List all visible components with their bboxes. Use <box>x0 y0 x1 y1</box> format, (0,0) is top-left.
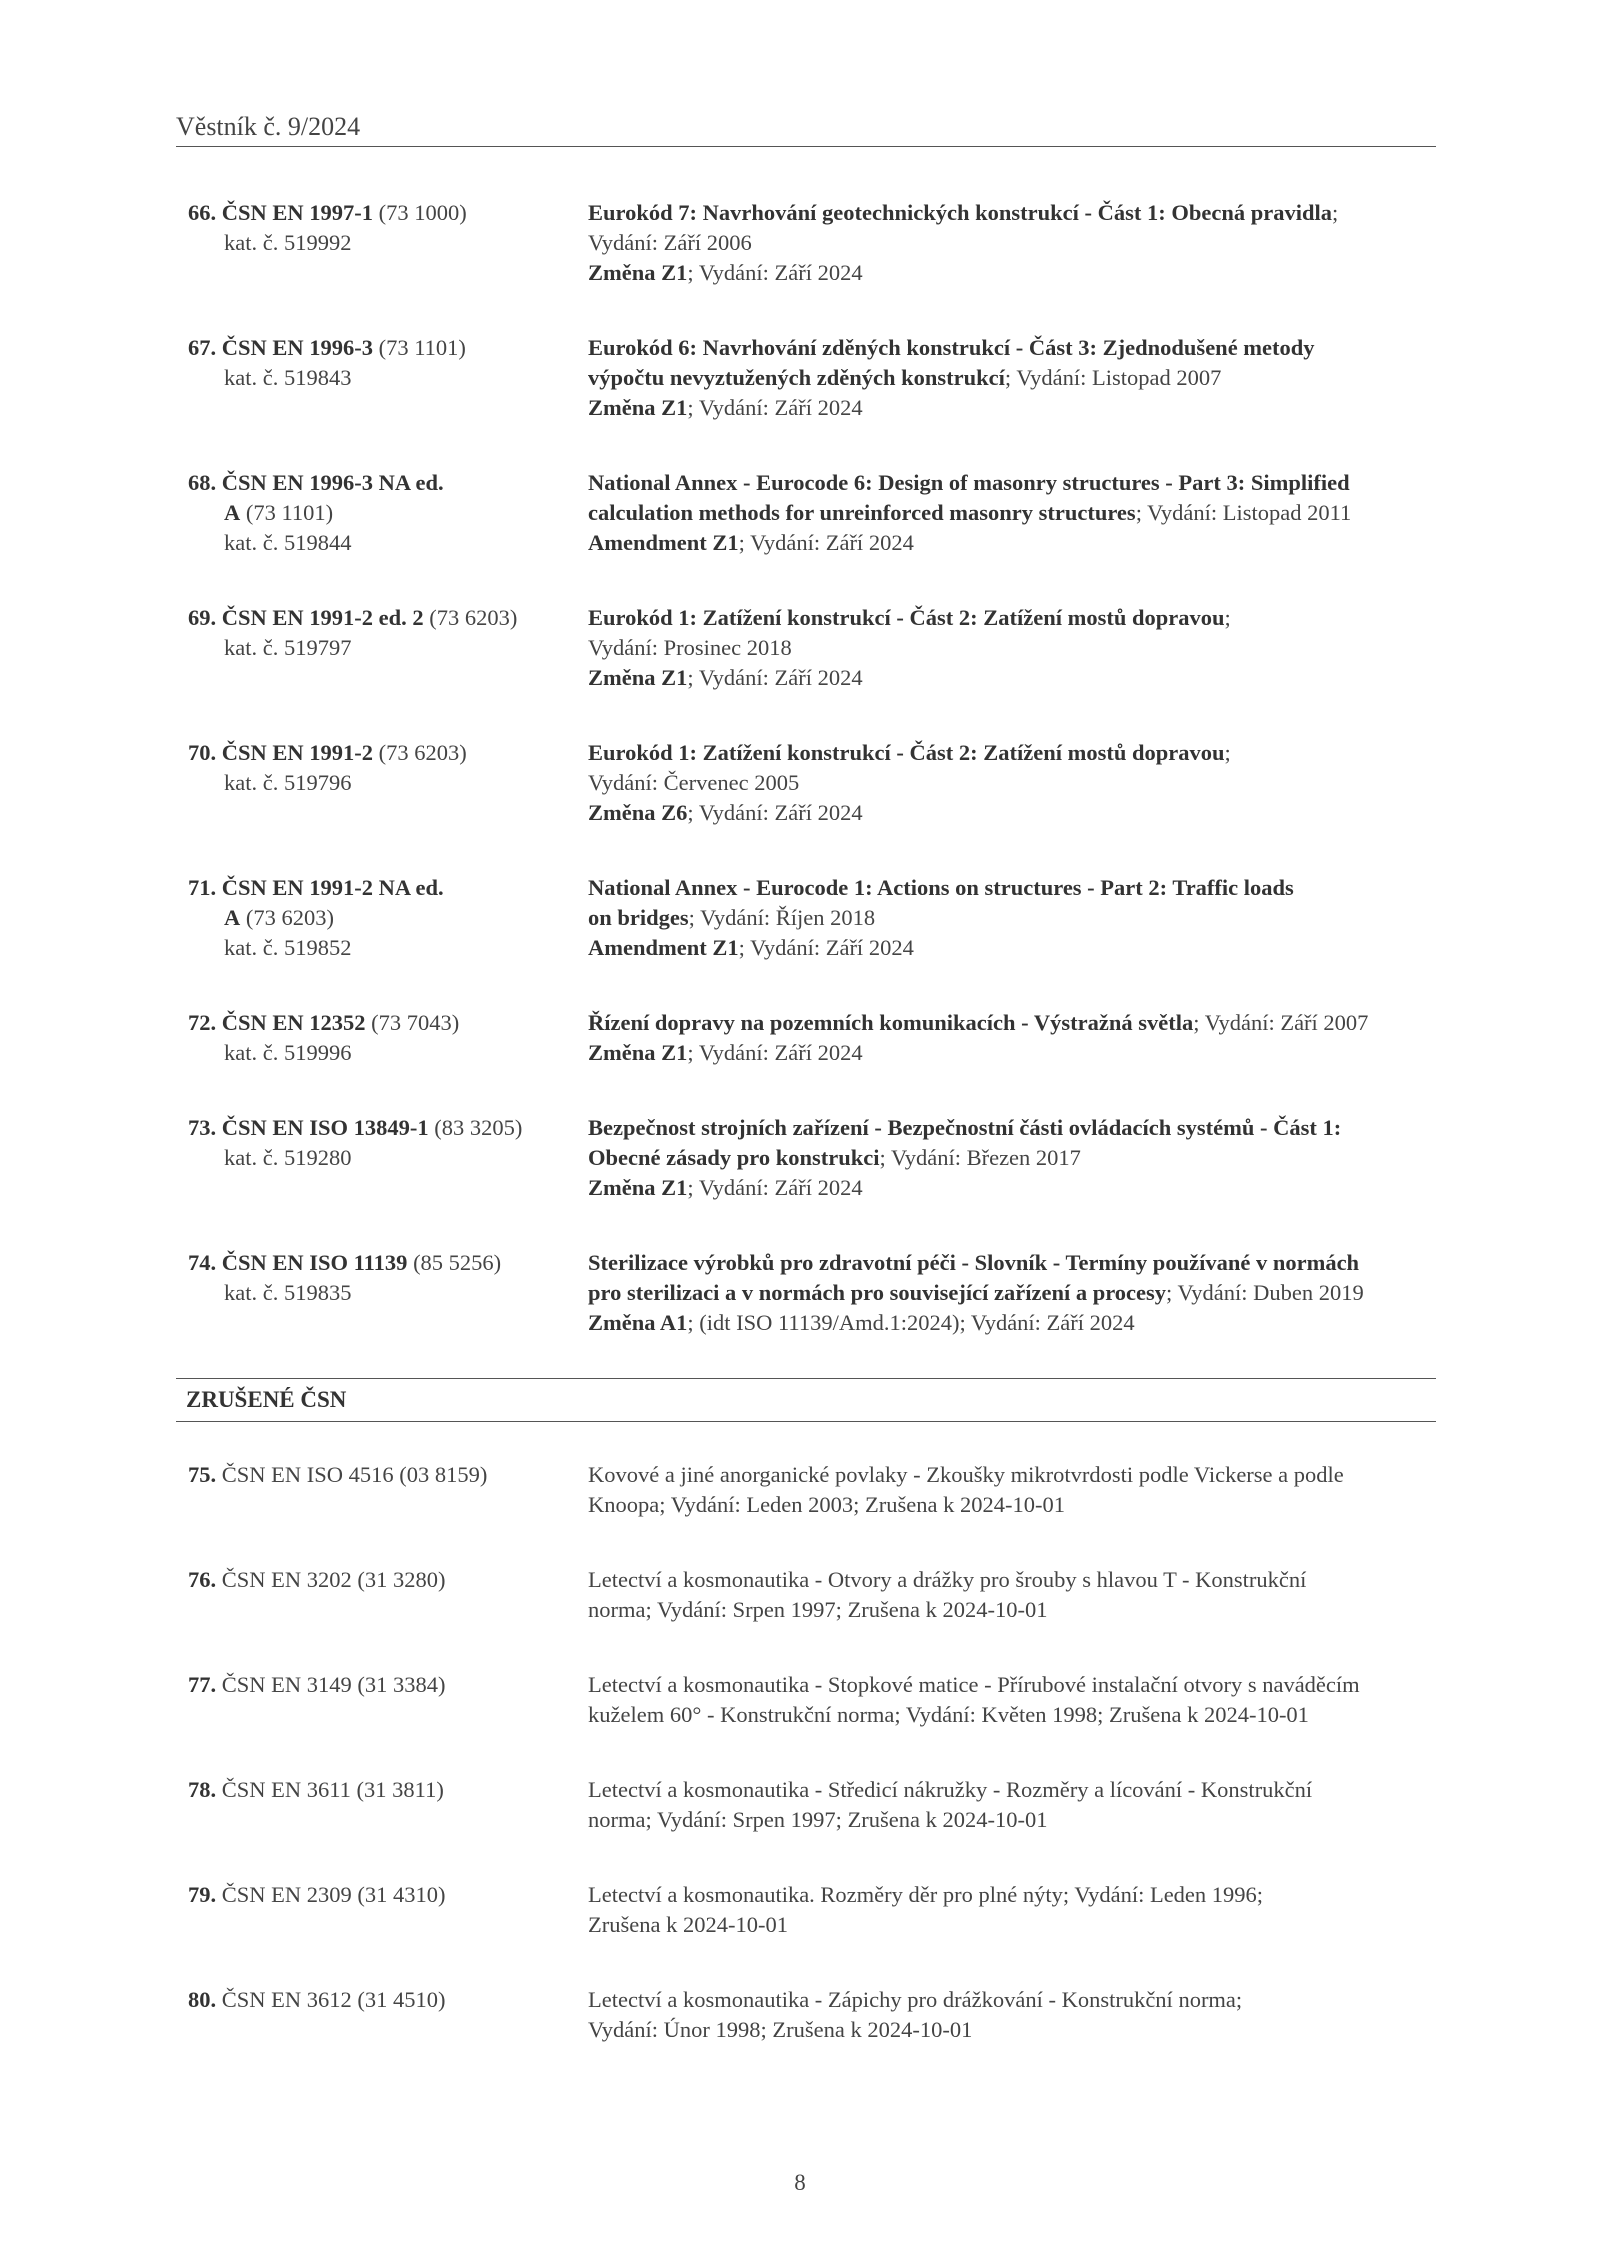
standard-title: National Annex - Eurocode 1: Actions on structures - Part 2: Traffic loads <box>588 875 1294 900</box>
standard-description <box>588 1460 1438 1520</box>
section-heading-cancelled <box>176 1378 1436 1422</box>
standard-description <box>588 603 1438 693</box>
standard-description <box>588 1670 1438 1730</box>
description-line-2: norma; Vydání: Srpen 1997; Zrušena k 2024-10-01 <box>588 1807 1048 1832</box>
standard-title-tail: ; Vydání: Září 2007 <box>1193 1010 1369 1035</box>
catalog-number: kat. č. 519280 <box>224 1145 352 1170</box>
standard-title-continued-tail: ; Vydání: Březen 2017 <box>879 1145 1081 1170</box>
catalog-number: kat. č. 519843 <box>224 365 352 390</box>
standard-class: (73 6203) <box>373 740 467 765</box>
change-label: Změna Z1 <box>588 665 688 690</box>
change-details: ; Vydání: Září 2024 <box>687 1040 863 1065</box>
change-details: ; Vydání: Září 2024 <box>738 935 914 960</box>
catalog-number: kat. č. 519835 <box>224 1280 352 1305</box>
change-label: Amendment Z1 <box>588 530 739 555</box>
standard-title: Eurokód 1: Zatížení konstrukcí - Část 2: Zatížení mostů dopravou <box>588 605 1225 630</box>
standard-description <box>588 1880 1438 1940</box>
catalog-number: kat. č. 519992 <box>224 230 352 255</box>
page-number: 8 <box>794 2170 806 2195</box>
standard-title-tail: ; <box>1224 605 1231 630</box>
standard-title: Sterilizace výrobků pro zdravotní péči - Slovník - Termíny používané v normách <box>588 1250 1360 1275</box>
standard-code: ČSN EN 1997-1 <box>221 200 374 225</box>
standard-identifier <box>188 1008 578 1068</box>
standard-identifier <box>188 873 578 963</box>
change-details: ; Vydání: Září 2024 <box>738 530 914 555</box>
standard-class: (85 5256) <box>407 1250 502 1275</box>
standard-identifier <box>188 1670 578 1700</box>
standard-identifier <box>188 1775 578 1805</box>
entry-number: 70. <box>188 740 217 765</box>
entry-number: 76. <box>188 1567 217 1592</box>
header-divider <box>176 146 1436 147</box>
description-line-1: Letectví a kosmonautika - Zápichy pro drážkování - Konstrukční norma; <box>588 1987 1243 2012</box>
catalog-number: kat. č. 519996 <box>224 1040 352 1065</box>
description-line-2: kuželem 60° - Konstrukční norma; Vydání: Květen 1998; Zrušena k 2024-10-01 <box>588 1702 1309 1727</box>
standard-title: Eurokód 7: Navrhování geotechnických konstrukcí - Část 1: Obecná pravidla <box>588 200 1333 225</box>
standard-description <box>588 333 1438 423</box>
description-line-1: Kovové a jiné anorganické povlaky - Zkoušky mikrotvrdosti podle Vickerse a podle <box>588 1462 1344 1487</box>
standard-identifier <box>188 1880 578 1910</box>
change-details: ; Vydání: Září 2024 <box>687 260 863 285</box>
entry-number: 78. <box>188 1777 217 1802</box>
entry-number: 79. <box>188 1882 217 1907</box>
change-details: ; (idt ISO 11139/Amd.1:2024); Vydání: Září 2024 <box>687 1310 1135 1335</box>
entry-number: 67. <box>188 335 217 360</box>
description-line-1: Letectví a kosmonautika - Otvory a drážky pro šrouby s hlavou T - Konstrukční <box>588 1567 1307 1592</box>
entry-number: 73. <box>188 1115 217 1140</box>
standard-code: ČSN EN 1996-3 NA ed. <box>221 470 444 495</box>
change-label: Změna Z6 <box>588 800 688 825</box>
standard-identifier <box>188 603 578 663</box>
entry-number: 74. <box>188 1250 217 1275</box>
standard-identifier <box>188 1248 578 1308</box>
change-label: Změna Z1 <box>588 260 688 285</box>
catalog-number: kat. č. 519796 <box>224 770 352 795</box>
change-label: Změna Z1 <box>588 395 688 420</box>
standard-title: Řízení dopravy na pozemních komunikacích - Výstražná světla <box>588 1010 1194 1035</box>
standard-code-continued: A <box>224 500 241 525</box>
standard-title-continued-tail: ; Vydání: Listopad 2011 <box>1135 500 1352 525</box>
entry-number: 75. <box>188 1462 217 1487</box>
standard-title-continued: Obecné zásady pro konstrukci <box>588 1145 880 1170</box>
standard-title: Eurokód 6: Navrhování zděných konstrukcí - Část 3: Zjednodušené metody <box>588 335 1315 360</box>
standard-identifier <box>188 738 578 798</box>
standard-description <box>588 1985 1438 2045</box>
standard-description <box>588 1565 1438 1625</box>
standard-description <box>588 1248 1438 1338</box>
catalog-number: kat. č. 519844 <box>224 530 352 555</box>
standard-title-tail: ; <box>1332 200 1339 225</box>
issue-date: Vydání: Červenec 2005 <box>588 770 800 795</box>
standard-title-continued: pro sterilizaci a v normách pro související zařízení a procesy <box>588 1280 1167 1305</box>
entry-number: 68. <box>188 470 217 495</box>
catalog-number: kat. č. 519852 <box>224 935 352 960</box>
description-line-2: Vydání: Únor 1998; Zrušena k 2024-10-01 <box>588 2017 973 2042</box>
standard-code: ČSN EN 1991-2 NA ed. <box>221 875 444 900</box>
standard-identifier <box>188 1985 578 2015</box>
standard-code: ČSN EN 3611 (31 3811) <box>216 1777 444 1802</box>
standard-title-tail: ; <box>1224 740 1231 765</box>
entry-number: 80. <box>188 1987 217 2012</box>
standard-class-continued: (73 6203) <box>240 905 334 930</box>
page-header: Věstník č. 9/2024 <box>176 112 361 141</box>
standard-code: ČSN EN 1996-3 <box>221 335 374 360</box>
description-line-1: Letectví a kosmonautika - Středicí nákružky - Rozměry a lícování - Konstrukční <box>588 1777 1313 1802</box>
standard-code: ČSN EN 3202 (31 3280) <box>216 1567 446 1592</box>
standard-identifier <box>188 1565 578 1595</box>
entry-number: 69. <box>188 605 217 630</box>
description-line-1: Letectví a kosmonautika. Rozměry děr pro plné nýty; Vydání: Leden 1996; <box>588 1882 1264 1907</box>
standard-title-continued-tail: ; Vydání: Duben 2019 <box>1166 1280 1364 1305</box>
standard-title: Eurokód 1: Zatížení konstrukcí - Část 2: Zatížení mostů dopravou <box>588 740 1225 765</box>
standard-class: (83 3205) <box>428 1115 523 1140</box>
standard-code: ČSN EN 1991-2 ed. 2 <box>221 605 424 630</box>
standard-description <box>588 1008 1438 1068</box>
standard-identifier <box>188 1460 578 1490</box>
standard-description <box>588 873 1438 963</box>
standard-code: ČSN EN 1991-2 <box>221 740 374 765</box>
standard-title-continued: calculation methods for unreinforced masonry structures <box>588 500 1136 525</box>
standard-class: (73 6203) <box>423 605 518 630</box>
standard-code: ČSN EN ISO 4516 (03 8159) <box>216 1462 488 1487</box>
change-details: ; Vydání: Září 2024 <box>687 800 863 825</box>
change-details: ; Vydání: Září 2024 <box>687 395 863 420</box>
standard-code: ČSN EN ISO 13849-1 <box>221 1115 429 1140</box>
standard-code: ČSN EN 12352 <box>221 1010 366 1035</box>
description-line-2: Zrušena k 2024-10-01 <box>588 1912 788 1937</box>
standard-code: ČSN EN 3612 (31 4510) <box>216 1987 446 2012</box>
standard-class: (73 1000) <box>373 200 467 225</box>
entry-number: 77. <box>188 1672 217 1697</box>
change-label: Amendment Z1 <box>588 935 739 960</box>
standard-description <box>588 738 1438 828</box>
standard-code: ČSN EN 3149 (31 3384) <box>216 1672 446 1697</box>
description-line-1: Letectví a kosmonautika - Stopkové matice - Přírubové instalační otvory s naváděcím <box>588 1672 1360 1697</box>
standard-description <box>588 198 1438 288</box>
standard-code: ČSN EN 2309 (31 4310) <box>216 1882 446 1907</box>
standard-identifier <box>188 468 578 558</box>
entry-number: 66. <box>188 200 217 225</box>
change-details: ; Vydání: Září 2024 <box>687 665 863 690</box>
standard-description <box>588 1113 1438 1203</box>
standard-description <box>588 1775 1438 1835</box>
standard-title: National Annex - Eurocode 6: Design of masonry structures - Part 3: Simplified <box>588 470 1350 495</box>
description-line-2: norma; Vydání: Srpen 1997; Zrušena k 2024-10-01 <box>588 1597 1048 1622</box>
entry-number: 72. <box>188 1010 217 1035</box>
standard-identifier <box>188 1113 578 1173</box>
standard-identifier <box>188 333 578 393</box>
change-label: Změna Z1 <box>588 1040 688 1065</box>
description-line-2: Knoopa; Vydání: Leden 2003; Zrušena k 2024-10-01 <box>588 1492 1065 1517</box>
issue-date: Vydání: Září 2006 <box>588 230 752 255</box>
standard-identifier <box>188 198 578 258</box>
standard-class: (73 1101) <box>373 335 466 360</box>
standard-title-continued-tail: ; Vydání: Říjen 2018 <box>688 905 876 930</box>
section-title: ZRUŠENÉ ČSN <box>186 1387 347 1412</box>
standard-code-continued: A <box>224 905 241 930</box>
standard-title-continued-tail: ; Vydání: Listopad 2007 <box>1004 365 1222 390</box>
standard-title-continued: výpočtu nevyztužených zděných konstrukcí <box>588 365 1005 390</box>
standard-title-continued: on bridges <box>588 905 689 930</box>
standard-description <box>588 468 1438 558</box>
standard-code: ČSN EN ISO 11139 <box>221 1250 408 1275</box>
standard-class-continued: (73 1101) <box>240 500 334 525</box>
catalog-number: kat. č. 519797 <box>224 635 352 660</box>
standard-class: (73 7043) <box>365 1010 460 1035</box>
change-label: Změna Z1 <box>588 1175 688 1200</box>
standard-title: Bezpečnost strojních zařízení - Bezpečnostní části ovládacích systémů - Část 1: <box>588 1115 1342 1140</box>
change-details: ; Vydání: Září 2024 <box>687 1175 863 1200</box>
change-label: Změna A1 <box>588 1310 688 1335</box>
entry-number: 71. <box>188 875 217 900</box>
issue-date: Vydání: Prosinec 2018 <box>588 635 792 660</box>
